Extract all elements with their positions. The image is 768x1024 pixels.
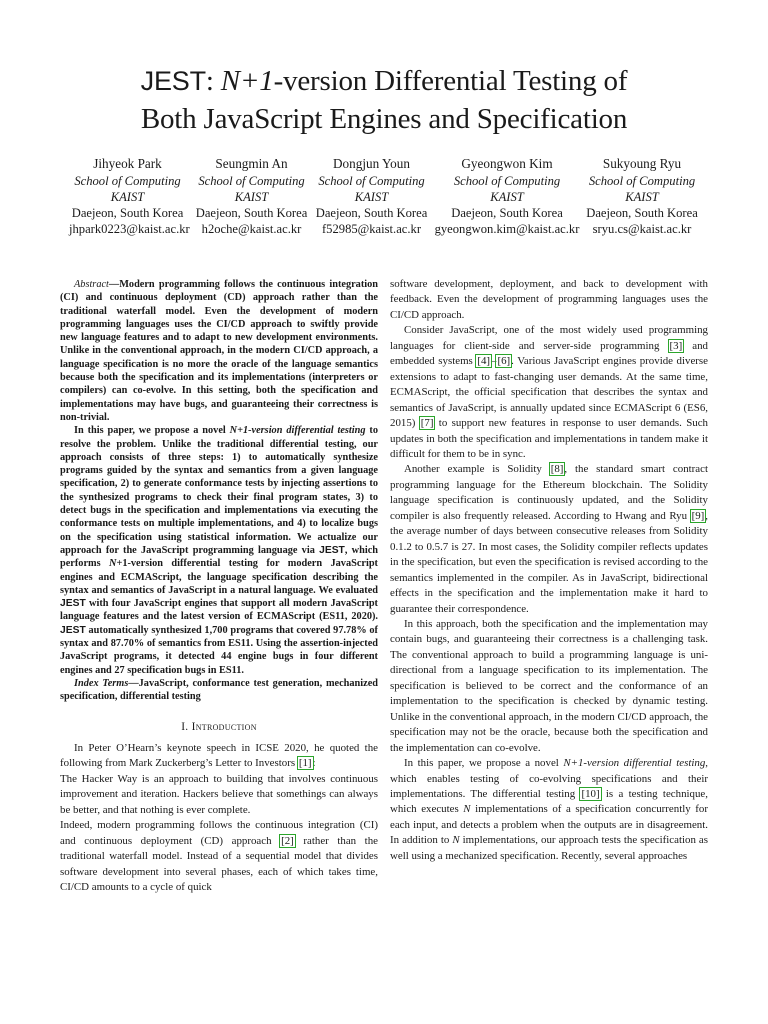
citation-link[interactable]: [1]: [298, 757, 312, 770]
author: Seungmin An School of Computing KAIST Daejeon, South Korea h2oche@kaist.ac.kr: [193, 156, 310, 237]
intro-paragraph-1: In Peter O’Hearn’s keynote speech in ICSE 2020, he quoted the following from Mark Zuckerberg’s Letter to Investors [1]:: [60, 741, 378, 770]
abstract-label: Abstract: [74, 279, 109, 290]
intro-paragraph-2: Indeed, modern programming follows the continuous integration (CI) and continuous deployment (CD) approach [2] rather than the traditional waterfall model. Instead of a sequential model that divides software development into several phases, each of which takes time, CI/CD amounts to a cycle of quick: [60, 819, 378, 894]
abstract-paragraph-2: In this paper, we propose a novel N+1-version differential testing to resolve the problem. Unlike the traditional differential testing, our approach consists of three steps: 1) to automatically synthesize programs guided by the syntax and semantics from a given language specification, 2) to generate conformance tests by injecting assertions to the synthesized programs to check their final program states, 3) to detect bugs in the specification and implementations via executing the conformance tests on multiple implementations, and 4) to localize bugs on the specification using statistical information. We actualize our approach for the JavaScript programming language via JEST, which performs N+1-version differential testing for modern JavaScript engines and ECMAScript, the language specification describing the syntax and semantics of JavaScript in a natural language. We evaluated JEST with four JavaScript engines that support all modern JavaScript language features and the latest version of ECMAScript (ES11, 2020). JEST automatically synthesized 1,700 programs that covered 97.78% of syntax and 87.70% of semantics from ES11. Using the assertion-injected JavaScript programs, it detected 44 engine bugs in four different engines and 27 specification bugs in ES11.: [60, 425, 378, 676]
citation-link[interactable]: [9]: [691, 509, 705, 522]
author-email: sryu.cs@kaist.ac.kr: [592, 222, 692, 236]
author: Sukyoung Ryu School of Computing KAIST Daejeon, South Korea sryu.cs@kaist.ac.kr: [584, 156, 700, 237]
author-email: f52985@kaist.ac.kr: [321, 222, 422, 236]
abstract: [60, 278, 378, 704]
right-paragraph-4: In this paper, we propose a novel N+1-version differential testing, which enables testing of co-evolving specifications and their implementations. The differential testing [10] is a testing technique, which executes N implementations of a specification concurrently for each input, and detects a problem when the outputs are in disagreement. In addition to N implementations, our approach tests the specification as well using a mechanized specification. Recently, several approaches: [390, 757, 709, 862]
author-email: jhpark0223@kaist.ac.kr: [69, 222, 190, 236]
right-column: [390, 277, 708, 864]
section-heading: I. Introduction: [181, 720, 257, 733]
citation-link[interactable]: [10]: [581, 787, 600, 800]
right-paragraph-0: software development, deployment, and back to development with feedback. Even the development of programming languages uses the CI/CD approach.: [390, 278, 708, 321]
author: Jihyeok Park School of Computing KAIST Daejeon, South Korea jhpark0223@kaist.ac.kr: [69, 156, 190, 236]
citation-link[interactable]: [8]: [550, 463, 564, 476]
citation-link[interactable]: [7]: [420, 417, 434, 430]
right-paragraph-3: In this approach, both the specification and the implementation may contain bugs, and guaranteeing their correctness is a challenging task. The conventional approach to build a programming language is uni-directional from a language specification to its implementation. The specification is believed to be correct and the conformance of an implementation to the specification is checked by dynamic testing. Unlike in the conventional approach, in the modern CI/CD approach, the specification may not be the oracle, because both the specification and the implementation can co-evolve.: [390, 617, 708, 754]
paper-title: [0, 62, 768, 138]
index-terms: Index Terms—JavaScript, conformance test generation, mechanized specification, differential testing: [60, 677, 378, 703]
author-email: gyeongwon.kim@kaist.ac.kr: [434, 222, 580, 236]
title-math: N+1: [220, 65, 274, 97]
author: Gyeongwon Kim School of Computing KAIST Daejeon, South Korea gyeongwon.kim@kaist.ac.kr: [434, 156, 580, 236]
block-quote: The Hacker Way is an approach to building that involves continuous improvement and iteration. Hackers believe that somethings can always be better, and that nothing is ever complete.: [60, 772, 378, 816]
citation-link[interactable]: [2]: [281, 834, 294, 847]
abstract-paragraph-1: Abstract—Modern programming follows the continuous integration (CI) and continuous deployment (CD) approach rather than the traditional waterfall model. Even the development of modern programming languages uses the CI/CD approach to swiftly provide new language features and to adapt to new development environments. Unlike in the conventional approach, in the modern CI/CD approach, a language specification is no more the oracle of the language semantics because both the specification and its implementations (interpreters or compilers) can co-evolve. In this setting, both the specification and implementations may have bugs, and guaranteeing their correctness is non-trivial.: [60, 279, 378, 423]
index-terms-label: Index Terms: [74, 677, 129, 689]
citation-link[interactable]: [4]: [477, 355, 491, 368]
citation-link[interactable]: [3]: [669, 339, 683, 352]
title-line-2: Both JavaScript Engines and Specification: [140, 103, 628, 135]
left-column: [60, 278, 378, 895]
citation-link[interactable]: [6]: [497, 355, 511, 368]
title-line-1: JEST: N+1-version Differential Testing of: [140, 65, 628, 97]
author-email: h2oche@kaist.ac.kr: [201, 222, 302, 236]
system-name: JEST: [140, 66, 206, 96]
author: Dongjun Youn School of Computing KAIST Daejeon, South Korea f52985@kaist.ac.kr: [312, 156, 431, 237]
right-paragraph-1: Consider JavaScript, one of the most widely used programming languages for client-side and server-side programming [3] and embedded systems [4]–[6]. Various JavaScript engines provide diverse extensions to adapt to fast-changing user demands. At the same time, ECMAScript, the official specification that describes the syntax and semantics of JavaScript, is annually updated since ECMAScript 6 (ES6, 2015) [7] to support new features in response to user demands. Such updates in both the specification and implementations in tandem make it difficult for them to be in sync.: [390, 324, 708, 460]
right-paragraph-2: Another example is Solidity [8], the standard smart contract programming language for the Ethereum blockchain. The Solidity language specification is continuously updated, and the Solidity compiler is also frequently released. According to Hwang and Ryu [9], the average number of days between consecutive releases from Solidity 0.1.2 to 0.5.7 is 27. In most cases, the Solidity compiler reflects updates in the specification, but even the specification is revised according to the semantics implemented in the compiler. As in JavaScript, bidirectional effects in the specification and the implementation make it hard to guarantee their correspondence.: [390, 463, 708, 615]
author-block: [0, 156, 768, 240]
